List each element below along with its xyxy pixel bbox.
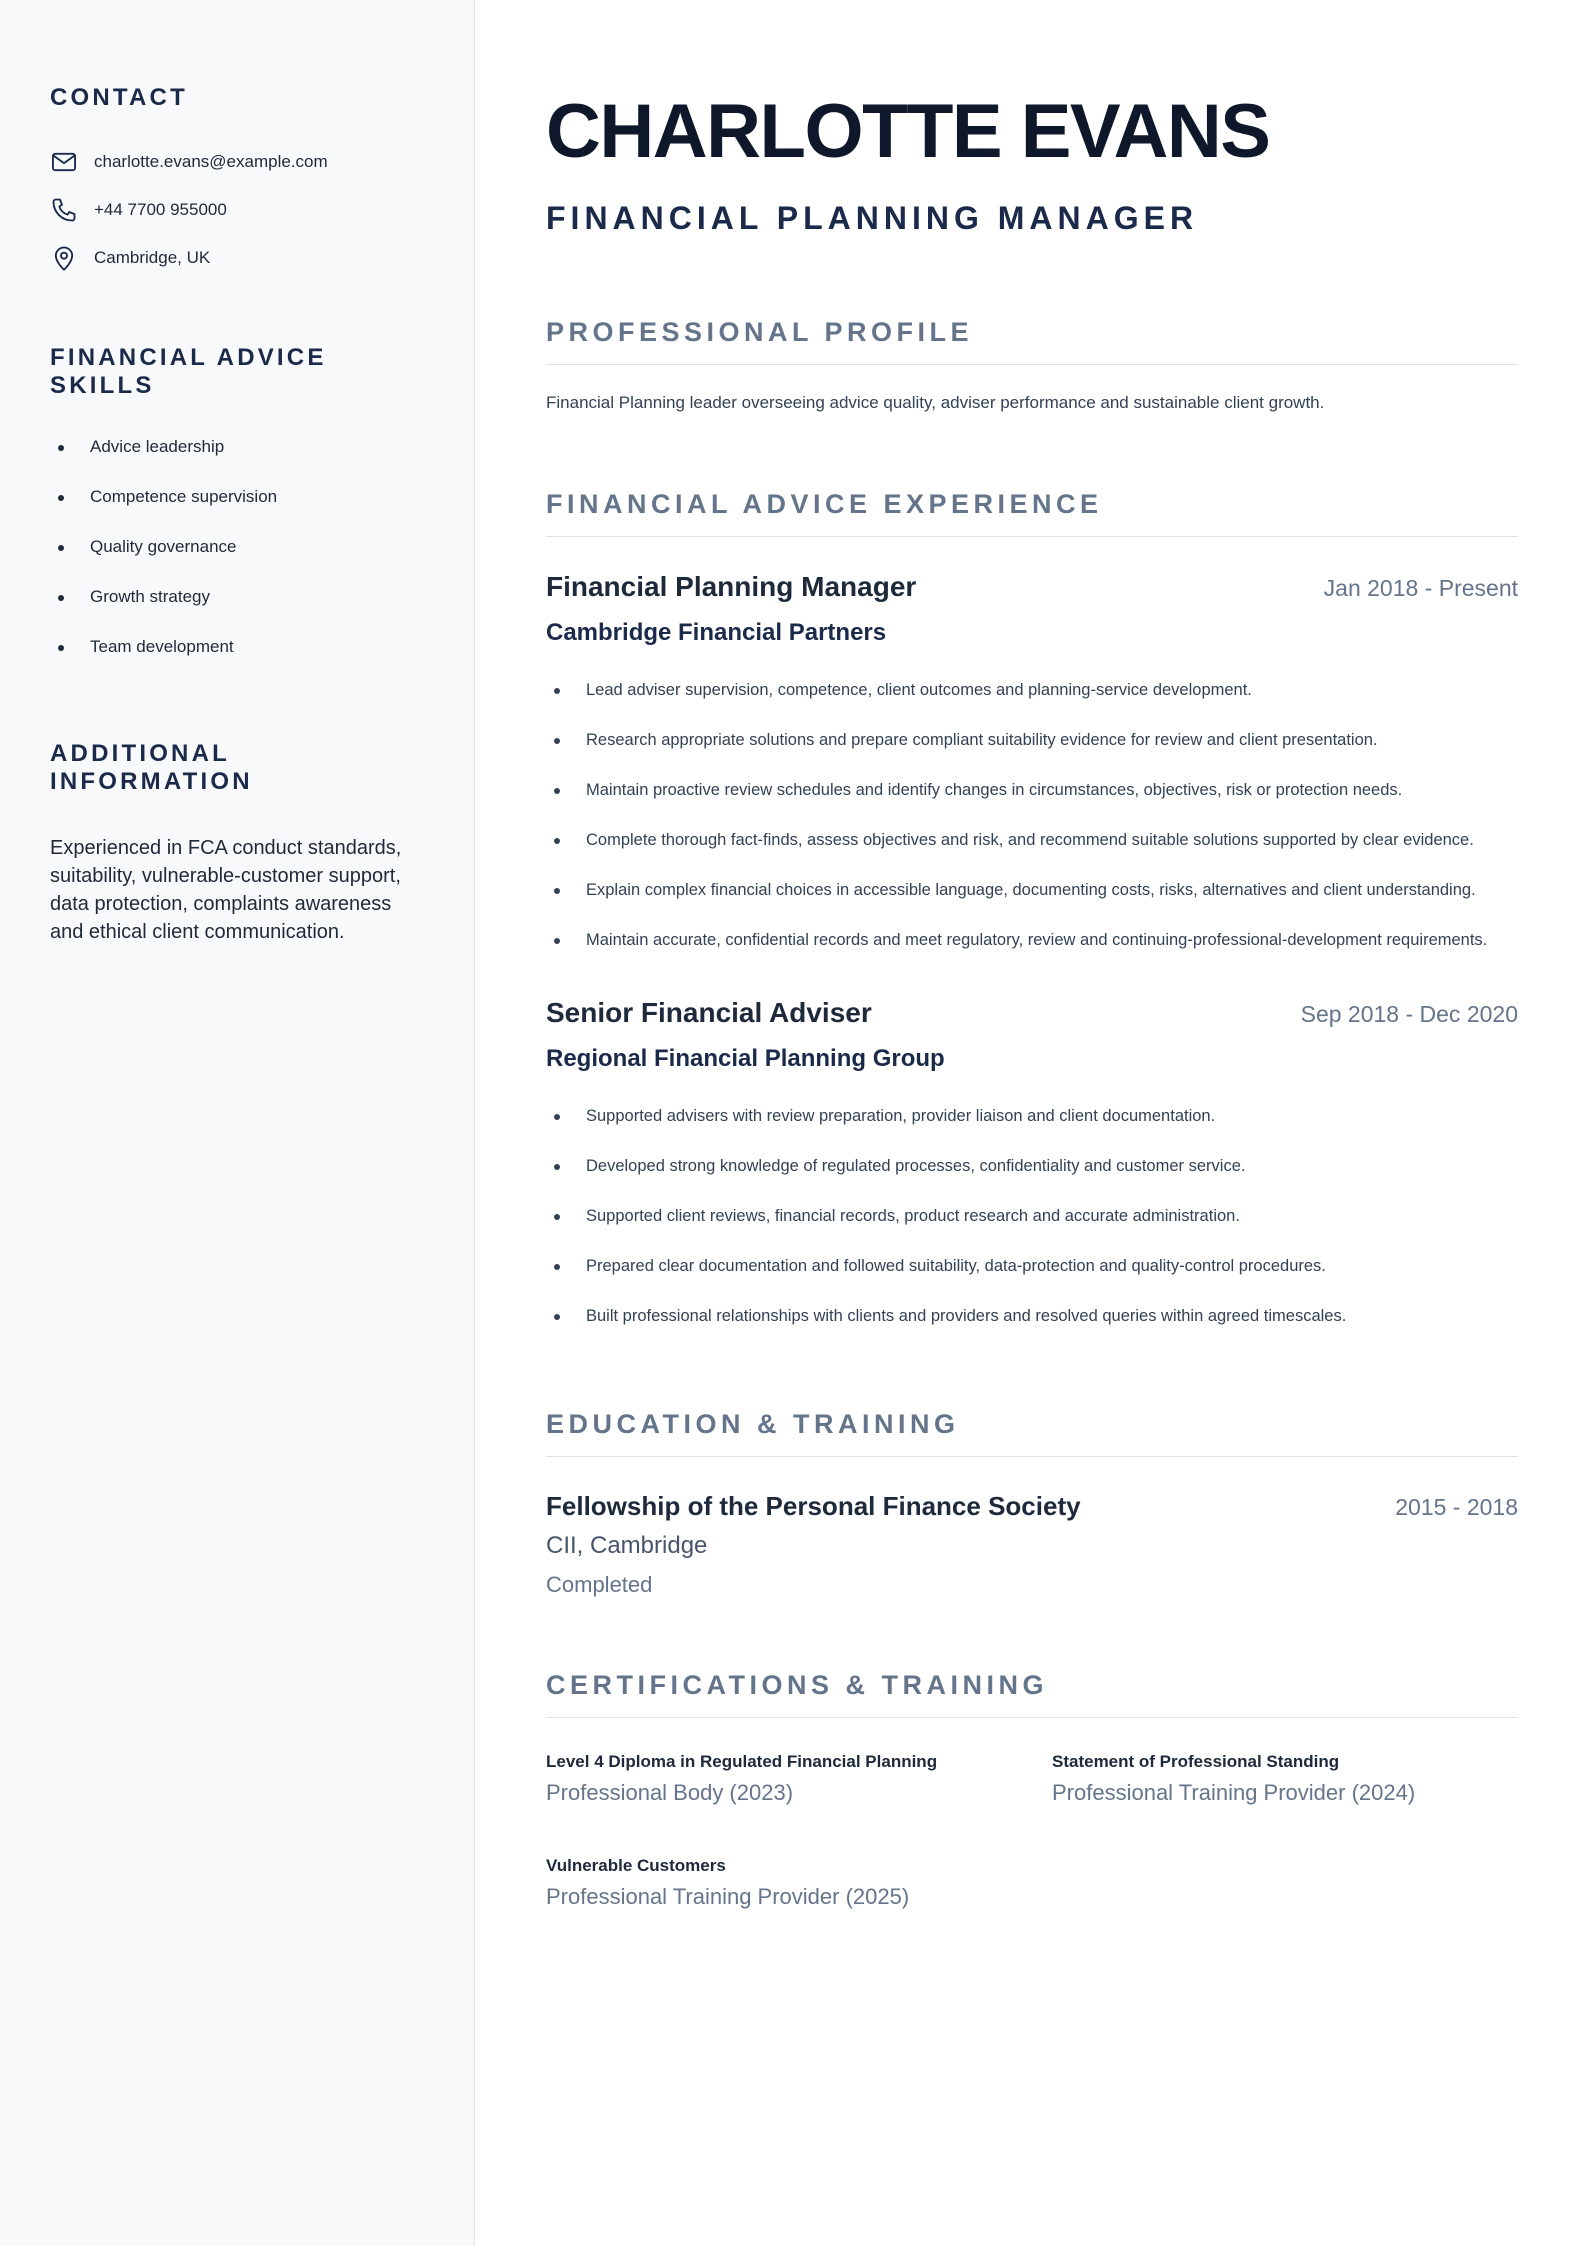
certification-item [1052,1752,1518,1806]
certification-org: Professional Body (2023) [546,1780,794,1805]
mail-icon [50,148,78,176]
contact-email[interactable] [50,138,424,186]
certification-item [546,1752,1012,1806]
main-content [476,0,1588,2246]
job-bullets [546,665,1518,965]
experience-section [546,489,1518,1341]
job-bullet: Prepared clear documentation and followed suitability, data-protection and quality-control procedures. [546,1241,1518,1291]
certification-name: Level 4 Diploma in Regulated Financial Planning [546,1752,938,1771]
job-bullet: Lead adviser supervision, competence, client outcomes and planning-service development. [546,665,1518,715]
phone-icon [50,196,78,224]
experience-heading: FINANCIAL ADVICE EXPERIENCE [546,489,1518,537]
job-bullet: Maintain proactive review schedules and identify changes in circumstances, objectives, risk or protection needs. [546,765,1518,815]
job-bullet: Supported client reviews, financial records, product research and accurate administration. [546,1191,1518,1241]
skill-item: Quality governance [50,522,424,572]
education-institution: CII, Cambridge [546,1532,708,1559]
sidebar [0,0,475,2246]
skill-item: Advice leadership [50,422,424,472]
education-status: Completed [546,1572,653,1597]
education-date: 2015 - 2018 [1395,1494,1518,1520]
skill-item: Growth strategy [50,572,424,622]
certifications-grid [546,1752,1518,1910]
job-bullet: Complete thorough fact-finds, assess objectives and risk, and recommend suitable solutions supported by clear evidence. [546,815,1518,865]
job-bullet: Research appropriate solutions and prepare compliant suitability evidence for review and client presentation. [546,715,1518,765]
profile-heading: PROFESSIONAL PROFILE [546,317,1518,365]
contact-heading: CONTACT [50,84,188,111]
phone-text: +44 7700 955000 [94,200,227,219]
job-bullets [546,1091,1518,1341]
job-header [546,571,1518,603]
education-degree: Fellowship of the Personal Finance Society [546,1491,1081,1521]
job-header [546,997,1518,1029]
additional-info-heading: ADDITIONAL INFORMATION [50,740,253,795]
job-company: Cambridge Financial Partners [546,619,887,646]
job-company: Regional Financial Planning Group [546,1045,945,1072]
job-role: Financial Planning Manager [546,571,917,602]
certification-org: Professional Training Provider (2025) [546,1884,910,1909]
candidate-name: CHARLOTTE EVANS [546,89,1270,174]
education-header [546,1491,1518,1522]
candidate-title: FINANCIAL PLANNING MANAGER [546,200,1199,236]
job-role: Senior Financial Adviser [546,997,872,1028]
education-section [546,1409,1518,1598]
profile-section [546,317,1518,413]
job-bullet: Built professional relationships with clients and providers and resolved queries within agreed timescales. [546,1291,1518,1341]
education-heading: EDUCATION & TRAINING [546,1409,1518,1457]
job-bullet: Supported advisers with review preparation, provider liaison and client documentation. [546,1091,1518,1141]
job-date: Sep 2018 - Dec 2020 [1300,1001,1518,1027]
certifications-section [546,1670,1518,1910]
certification-name: Vulnerable Customers [546,1856,726,1875]
education-entry [546,1491,1518,1598]
certification-item [546,1856,1012,1910]
location-text: Cambridge, UK [94,248,211,267]
job-bullet: Developed strong knowledge of regulated processes, confidentiality and customer service. [546,1141,1518,1191]
additional-info-text: Experienced in FCA conduct standards, suitability, vulnerable-customer support, data protection, complaints awareness and ethical client communication. [50,837,402,943]
contact-phone[interactable] [50,186,424,234]
job-date: Jan 2018 - Present [1323,575,1518,601]
certification-org: Professional Training Provider (2024) [1052,1780,1416,1805]
contact-list [50,138,424,282]
skills-list [50,422,424,672]
map-pin-icon [50,244,78,272]
email-text: charlotte.evans@example.com [94,152,328,171]
skills-heading: FINANCIAL ADVICE SKILLS [50,344,327,399]
job-bullet: Maintain accurate, confidential records and meet regulatory, review and continuing-professional-development requirements. [546,915,1518,965]
certification-name: Statement of Professional Standing [1052,1752,1340,1771]
profile-text: Financial Planning leader overseeing advice quality, adviser performance and sustainable client growth. [546,393,1325,412]
skill-item: Competence supervision [50,472,424,522]
job-entry [546,571,1518,965]
job-entry [546,997,1518,1341]
certifications-heading: CERTIFICATIONS & TRAINING [546,1670,1518,1718]
contact-location [50,234,424,282]
job-bullet: Explain complex financial choices in accessible language, documenting costs, risks, alternatives and client understanding. [546,865,1518,915]
skill-item: Team development [50,622,424,672]
